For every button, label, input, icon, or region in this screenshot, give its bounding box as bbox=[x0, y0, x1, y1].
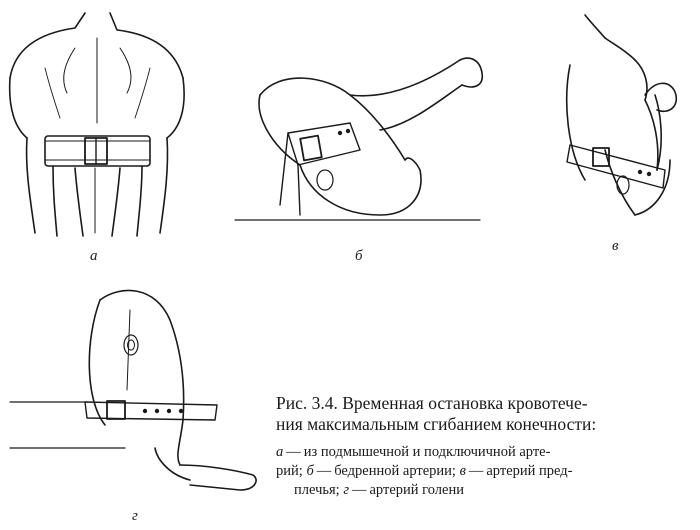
illustration-panel-v bbox=[545, 10, 695, 235]
illustration-panel-g bbox=[5, 280, 270, 505]
caption-item-text: плечья; bbox=[294, 482, 340, 498]
thigh-belt-drawing bbox=[230, 55, 490, 240]
panel-label-b: б bbox=[355, 248, 363, 264]
illustration-panel-b bbox=[230, 55, 490, 240]
back-belt-drawing bbox=[5, 8, 190, 248]
caption-item-letter: б bbox=[306, 463, 314, 479]
illustration-panel-a bbox=[5, 8, 190, 248]
caption-item-letter: а bbox=[276, 444, 284, 460]
figure-caption bbox=[276, 393, 694, 500]
caption-title bbox=[276, 393, 694, 435]
caption-body: а — из подмышечной и подключичной арте- рий; б — бедренной артерии; в — артерий пред- плечья; г — артерий голени bbox=[276, 444, 573, 498]
caption-item-text: рий; bbox=[276, 463, 303, 479]
knee-belt-drawing bbox=[5, 280, 270, 505]
caption-item-text: бедренной артерии; bbox=[334, 463, 456, 479]
caption-title-line2: ния максимальным сгибанием конечности: bbox=[276, 414, 597, 434]
forearm-belt-drawing bbox=[545, 10, 695, 235]
caption-item-text: артерий голени bbox=[369, 482, 464, 498]
caption-item-text: артерий пред- bbox=[486, 463, 573, 479]
caption-item-letter: в bbox=[459, 463, 466, 479]
caption-title-line1: Рис. 3.4. Временная остановка кровотече- bbox=[276, 393, 588, 413]
panel-label-v: в bbox=[612, 238, 619, 254]
caption-item-text: из подмышечной и подключичной арте- bbox=[303, 444, 551, 460]
panel-label-a: а bbox=[90, 248, 98, 264]
panel-label-g: г bbox=[132, 508, 138, 524]
caption-item-letter: г bbox=[343, 482, 349, 498]
